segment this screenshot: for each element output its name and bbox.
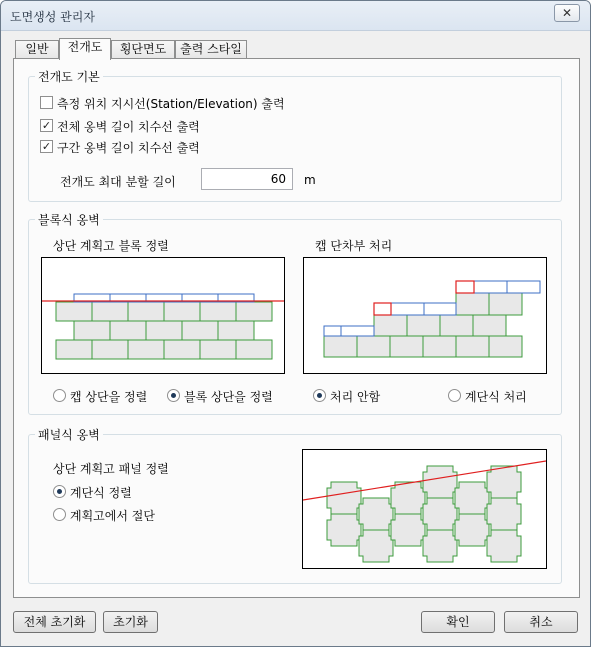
tab-general[interactable]: 일반 — [15, 40, 59, 59]
radio-stepped-align[interactable] — [53, 485, 66, 498]
panel-align-preview — [302, 449, 547, 569]
close-button[interactable]: ✕ — [554, 4, 580, 22]
radio-no-treatment[interactable] — [313, 389, 326, 402]
radio-stepped-treatment[interactable] — [448, 389, 461, 402]
group-block-wall — [28, 213, 562, 415]
block-align-preview — [41, 257, 285, 374]
group-basic — [28, 70, 562, 202]
block-top-align-title: 상단 계획고 블록 정렬 — [53, 239, 169, 253]
radio-stepped-treatment-label: 계단식 처리 — [465, 390, 527, 404]
group-block-wall-title: 블록식 옹벽 — [35, 211, 103, 228]
max-split-input[interactable]: 60 — [201, 168, 293, 190]
radio-block-top-align[interactable] — [167, 389, 180, 402]
tab-cross-section[interactable]: 횡단면도 — [111, 40, 175, 59]
checkbox-station-leader-label: 측정 위치 지시선(Station/Elevation) 출력 — [57, 97, 285, 111]
checkbox-total-length-dim[interactable]: ✓ — [41, 119, 52, 132]
checkbox-section-length-dim-label: 구간 옹벽 길이 치수선 출력 — [57, 141, 200, 155]
radio-stepped-align-label: 계단식 정렬 — [70, 486, 132, 500]
checkbox-section-length-dim[interactable]: ✓ — [41, 140, 52, 153]
cap-step-preview — [303, 257, 547, 374]
max-split-unit: m — [304, 173, 316, 187]
radio-cut-at-plan-height[interactable] — [53, 508, 66, 521]
tab-development-view[interactable]: 전개도 — [59, 38, 111, 60]
reset-all-button[interactable]: 전체 초기화 — [13, 611, 96, 633]
group-basic-title: 전개도 기본 — [35, 68, 103, 85]
ok-button[interactable]: 확인 — [421, 611, 495, 633]
window-title: 도면생성 관리자 — [10, 10, 95, 24]
max-split-label: 전개도 최대 분할 길이 — [60, 175, 176, 189]
cancel-button[interactable]: 취소 — [504, 611, 578, 633]
checkbox-total-length-dim-label: 전체 옹벽 길이 치수선 출력 — [57, 120, 200, 134]
title-bar — [1, 1, 590, 31]
tab-panel-development — [13, 58, 580, 598]
reset-button[interactable]: 초기화 — [103, 611, 158, 633]
cap-step-title: 캡 단차부 처리 — [315, 239, 393, 253]
group-panel-wall-title: 패널식 옹벽 — [35, 426, 103, 443]
radio-cap-top-align[interactable] — [53, 389, 66, 402]
tab-output-style[interactable]: 출력 스타일 — [175, 40, 247, 59]
checkbox-station-leader[interactable] — [40, 96, 53, 109]
radio-no-treatment-label: 처리 안함 — [330, 390, 381, 404]
radio-block-top-align-label: 블록 상단을 정렬 — [184, 390, 273, 404]
radio-cap-top-align-label: 캡 상단을 정렬 — [70, 390, 148, 404]
panel-align-title: 상단 계획고 패널 정렬 — [53, 462, 169, 476]
radio-cut-at-plan-height-label: 계획고에서 절단 — [70, 509, 155, 523]
group-panel-wall — [28, 428, 562, 584]
